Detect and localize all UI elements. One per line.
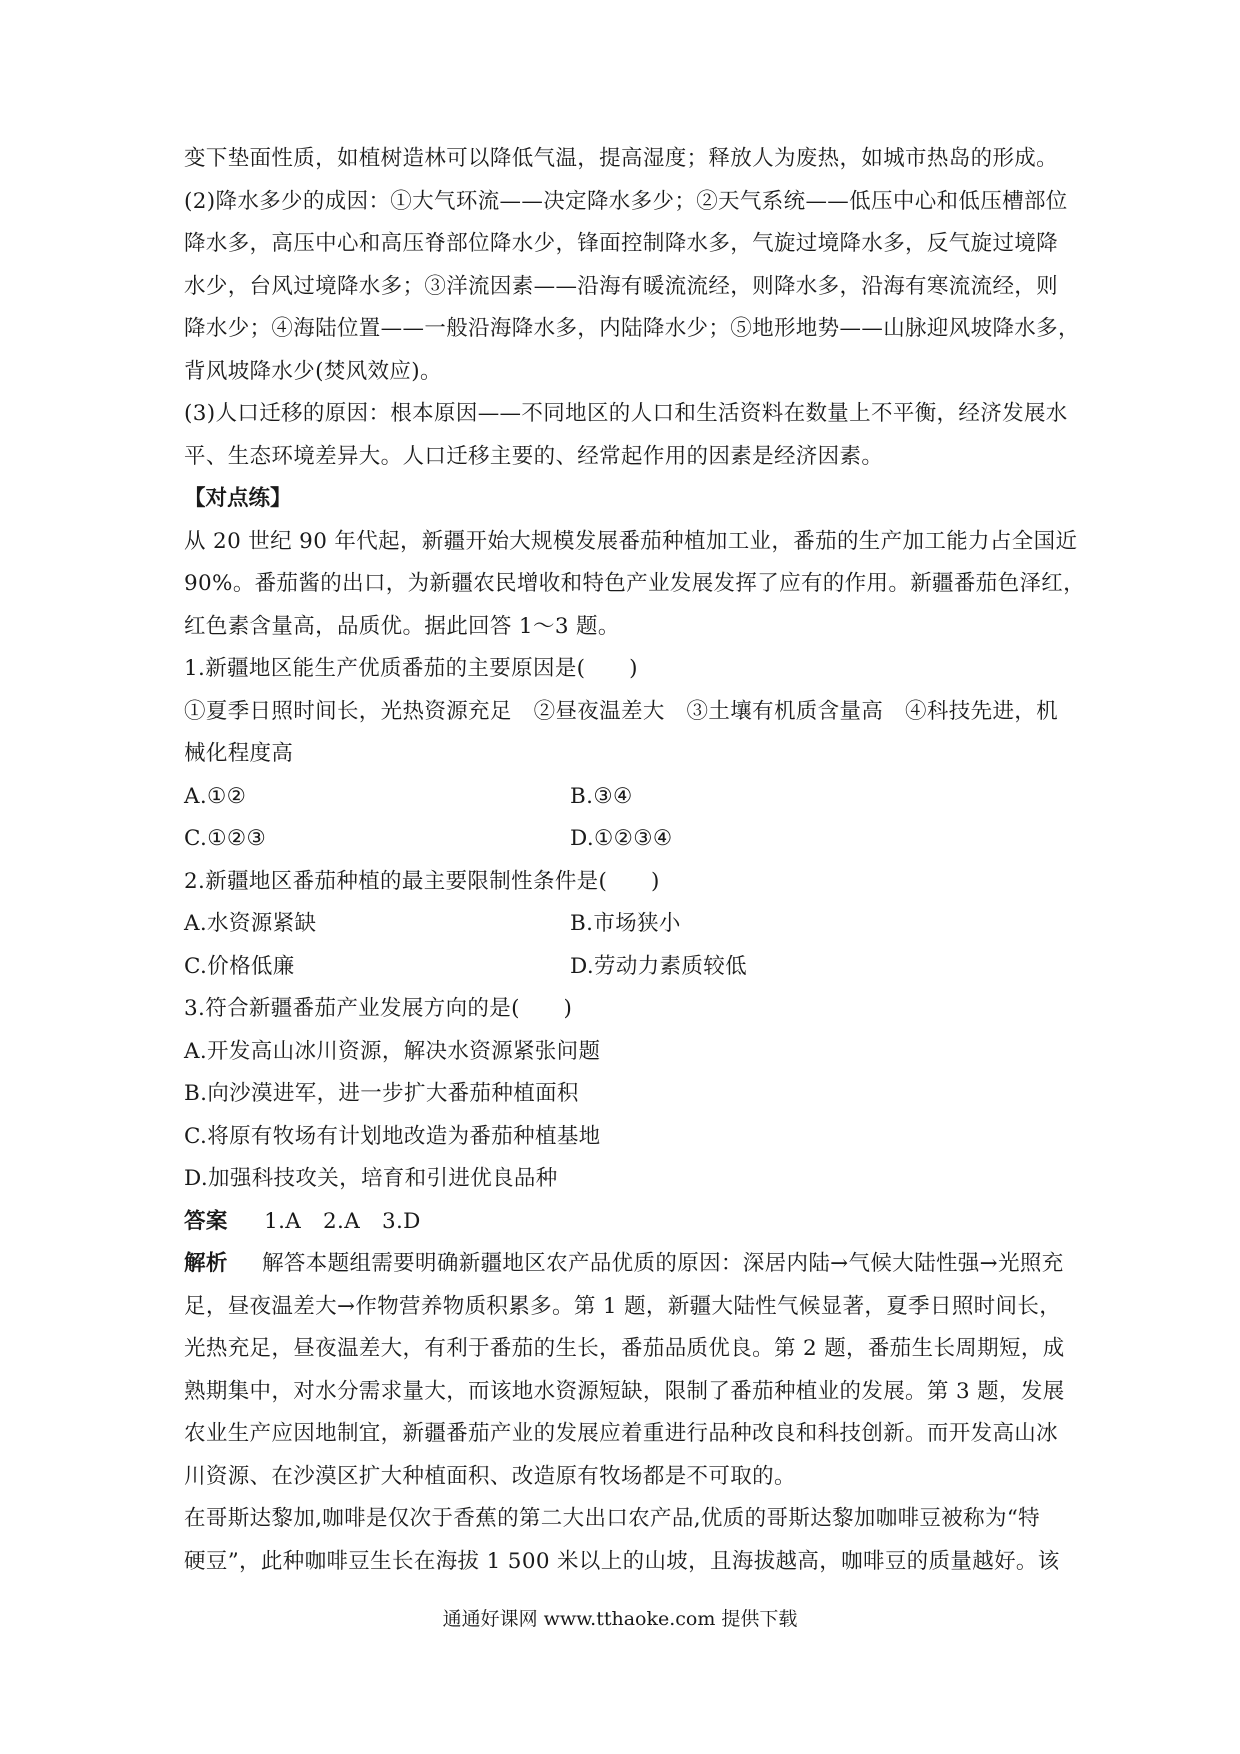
choice-c: C.将原有牧场有计划地改造为番茄种植基地 <box>184 1123 601 1149</box>
answer-line <box>184 1201 1064 1244</box>
analysis-text: 解答本题组需要明确新疆地区农产品优质的原因：深居内陆→气候大陆性强→光照充 <box>262 1251 1064 1276</box>
text-line: (2)降水多少的成因：①大气环流——决定降水多少；②天气系统——低压中心和低压槽部位 <box>184 188 1068 214</box>
passage-line: 90%。番茄酱的出口，为新疆农民增收和特色产业发展发挥了应有的作用。新疆番茄色泽红， <box>184 571 1085 596</box>
question-1-stem: 1.新疆地区能生产优质番茄的主要原因是( ) <box>184 656 638 681</box>
question-2-stem: 2.新疆地区番茄种植的最主要限制性条件是( ) <box>184 868 660 894</box>
question-1-choices <box>184 818 1064 861</box>
analysis-line: 足，昼夜温差大→作物营养物质积累多。第 1 题，新疆大陆性气候显著，夏季日照时间长， <box>184 1293 1062 1319</box>
page-content <box>184 138 1085 1583</box>
choice-b: B.③④ <box>570 783 633 809</box>
choice-a: A.①② <box>184 783 247 809</box>
choice-b: B.向沙漠进军，进一步扩大番茄种植面积 <box>184 1081 579 1106</box>
question-2-choices <box>184 946 1064 989</box>
analysis-label: 解析 <box>184 1251 228 1276</box>
page-footer: 通通好课网 www.tthaoke.com 提供下载 <box>442 1608 798 1630</box>
analysis-line: 农业生产应因地制宜，新疆番茄产业的发展应着重进行品种改良和科技创新。而开发高山冰 <box>184 1421 1059 1446</box>
text-line: 变下垫面性质，如植树造林可以降低气温，提高湿度；释放人为废热，如城市热岛的形成。 <box>184 146 1059 171</box>
practice-heading: 【对点练】 <box>184 486 292 511</box>
question-2-choices <box>184 903 1064 946</box>
text-line: 平、生态环境差异大。人口迁移主要的、经常起作用的因素是经济因素。 <box>184 443 884 469</box>
answer-label: 答案 <box>184 1208 228 1234</box>
question-1-choices <box>184 776 1064 819</box>
question-1-options: ①夏季日照时间长，光热资源充足 ②昼夜温差大 ③土壤有机质含量高 ④科技先进，机 <box>184 698 1059 724</box>
choice-c: C.价格低廉 <box>184 953 295 979</box>
text-line: 水少，台风过境降水多；③洋流因素——沿海有暖流流经，则降水多，沿海有寒流流经，则 <box>184 273 1059 299</box>
question-3-stem: 3.符合新疆番茄产业发展方向的是( ) <box>184 996 573 1021</box>
passage-line: 从 20 世纪 90 年代起，新疆开始大规模发展番茄种植加工业，番茄的生产加工能力占全国近 <box>184 528 1078 554</box>
question-1-options: 械化程度高 <box>184 741 294 766</box>
analysis-line: 川资源、在沙漠区扩大种植面积、改造原有牧场都是不可取的。 <box>184 1463 796 1489</box>
text-line: (3)人口迁移的原因：根本原因——不同地区的人口和生活资料在数量上不平衡，经济发展水 <box>184 401 1068 426</box>
passage-line: 红色素含量高，品质优。据此回答 1～3 题。 <box>184 613 620 639</box>
analysis-line: 熟期集中，对水分需求量大，而该地水资源短缺，限制了番茄种植业的发展。第 3 题，发展 <box>184 1378 1065 1404</box>
choice-d: D.劳动力素质较低 <box>570 953 747 979</box>
choice-c: C.①②③ <box>184 826 267 851</box>
choice-a: A.水资源紧缺 <box>184 911 317 936</box>
answer-text: 1.A 2.A 3.D <box>264 1208 421 1234</box>
choice-d: D.加强科技攻关，培育和引进优良品种 <box>184 1166 558 1191</box>
passage-line: 硬豆”，此种咖啡豆生长在海拔 1 500 米以上的山坡，且海拔越高，咖啡豆的质量越好。该 <box>184 1548 1060 1574</box>
choice-b: B.市场狭小 <box>570 911 681 936</box>
analysis-line: 光热充足，昼夜温差大，有利于番茄的生长，番茄品质优良。第 2 题，番茄生长周期短，成 <box>184 1336 1065 1361</box>
choice-d: D.①②③④ <box>570 826 673 851</box>
choice-a: A.开发高山冰川资源，解决水资源紧张问题 <box>184 1038 601 1064</box>
text-line: 背风坡降水少(焚风效应)。 <box>184 358 442 384</box>
analysis-line <box>184 1243 1064 1286</box>
passage-line: 在哥斯达黎加,咖啡是仅次于香蕉的第二大出口农产品,优质的哥斯达黎加咖啡豆被称为“特 <box>184 1506 1041 1531</box>
text-line: 降水少；④海陆位置——一般沿海降水多，内陆降水少；⑤地形地势——山脉迎风坡降水多， <box>184 316 1080 341</box>
text-line: 降水多，高压中心和高压脊部位降水少，锋面控制降水多，气旋过境降水多，反气旋过境降 <box>184 231 1059 256</box>
